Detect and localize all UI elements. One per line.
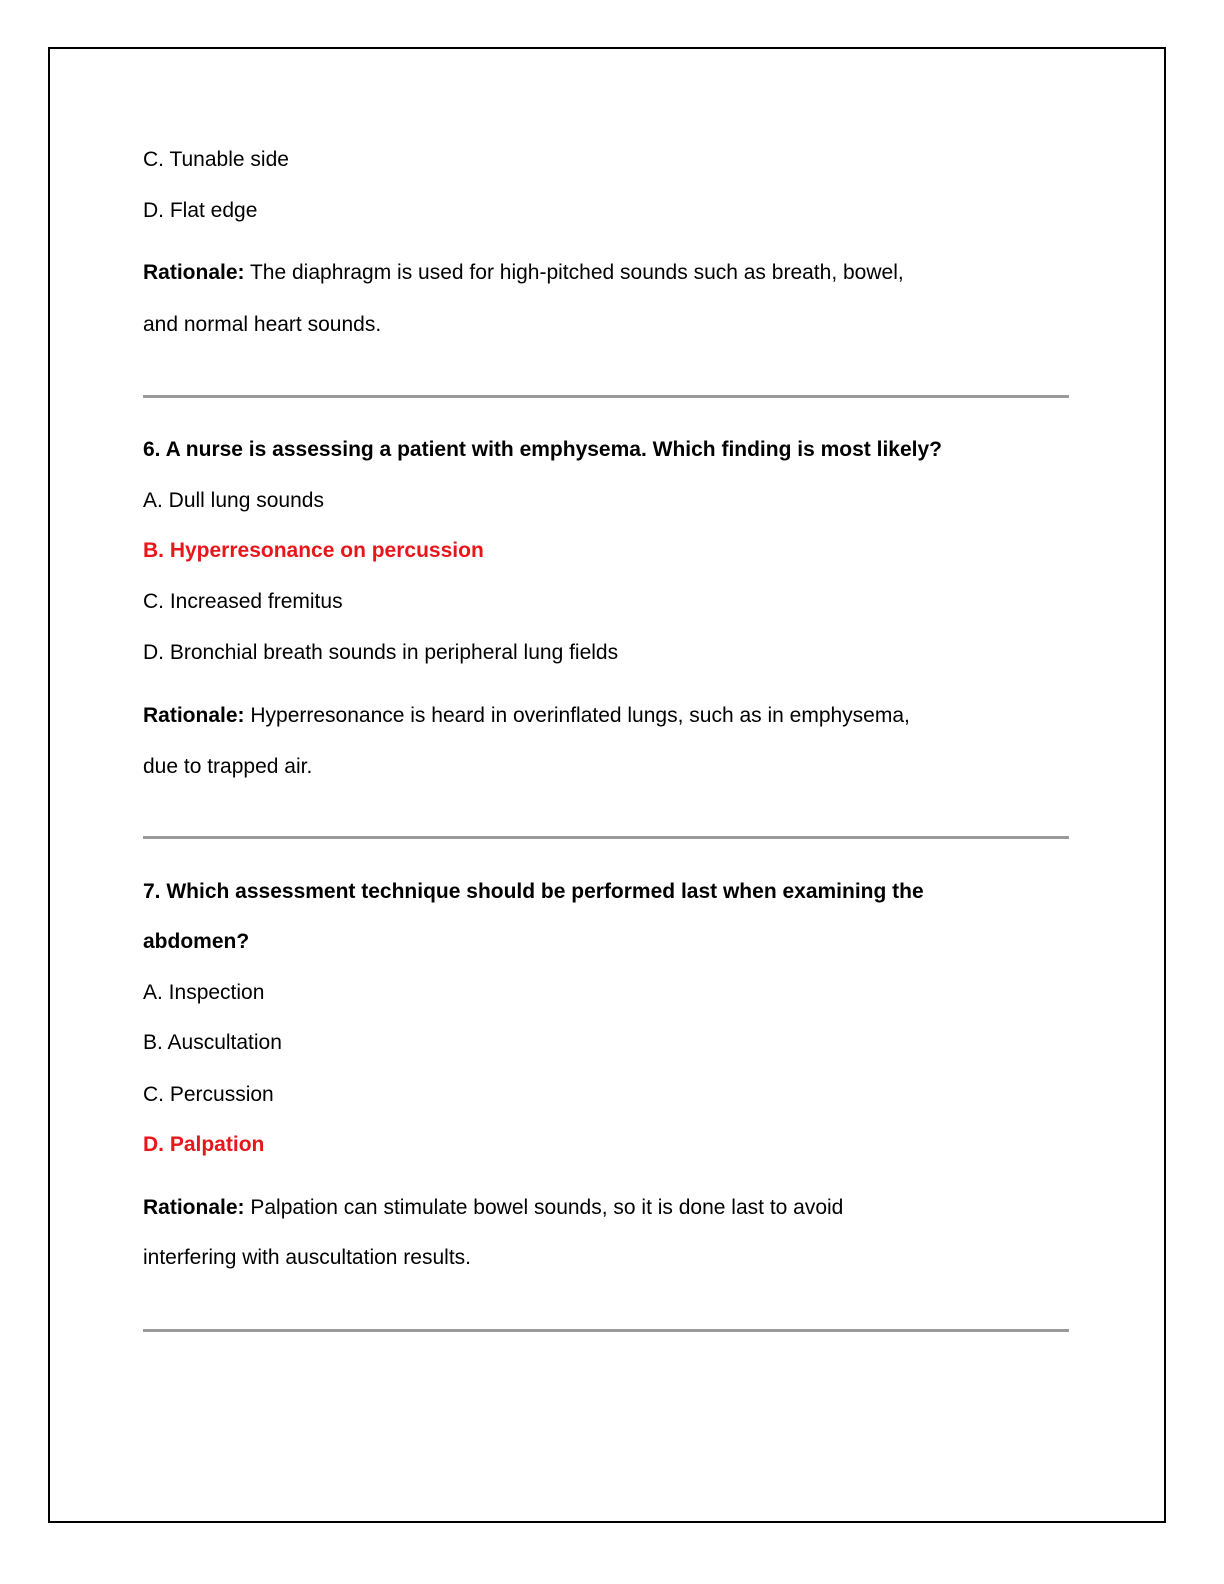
- q6-option-d: D. Bronchial breath sounds in peripheral lung fields: [143, 641, 619, 664]
- q7-option-d-correct: D. Palpation: [143, 1133, 265, 1156]
- q6-option-a: A. Dull lung sounds: [143, 489, 324, 512]
- divider: [143, 395, 1069, 398]
- q7-rationale-cont: interfering with auscultation results.: [143, 1246, 471, 1269]
- q6-option-b-correct: B. Hyperresonance on percussion: [143, 539, 484, 562]
- q5-rationale-cont: and normal heart sounds.: [143, 313, 382, 336]
- q7-question: 7. Which assessment technique should be performed last when examining the: [143, 880, 924, 903]
- rationale-text: Palpation can stimulate bowel sounds, so it is done last to avoid: [244, 1196, 844, 1219]
- divider: [143, 836, 1069, 839]
- rationale-label: Rationale:: [143, 704, 245, 727]
- q5-rationale: [143, 259, 904, 287]
- q7-option-c: C. Percussion: [143, 1083, 274, 1106]
- divider: [143, 1329, 1069, 1332]
- q7-option-b: B. Auscultation: [143, 1031, 282, 1054]
- q7-rationale: [143, 1194, 843, 1222]
- q6-option-c: C. Increased fremitus: [143, 590, 343, 613]
- q6-rationale-cont: due to trapped air.: [143, 755, 313, 778]
- rationale-text: The diaphragm is used for high-pitched sounds such as breath, bowel,: [244, 261, 904, 284]
- rationale-text: Hyperresonance is heard in overinflated lungs, such as in emphysema,: [244, 704, 910, 727]
- q7-question-cont: abdomen?: [143, 930, 250, 953]
- rationale-label: Rationale:: [143, 261, 245, 284]
- rationale-label: Rationale:: [143, 1196, 245, 1219]
- q5-option-c: C. Tunable side: [143, 148, 289, 171]
- q5-option-d: D. Flat edge: [143, 199, 258, 222]
- q6-rationale: [143, 702, 910, 730]
- q7-option-a: A. Inspection: [143, 981, 265, 1004]
- q6-question: 6. A nurse is assessing a patient with emphysema. Which finding is most likely?: [143, 438, 942, 461]
